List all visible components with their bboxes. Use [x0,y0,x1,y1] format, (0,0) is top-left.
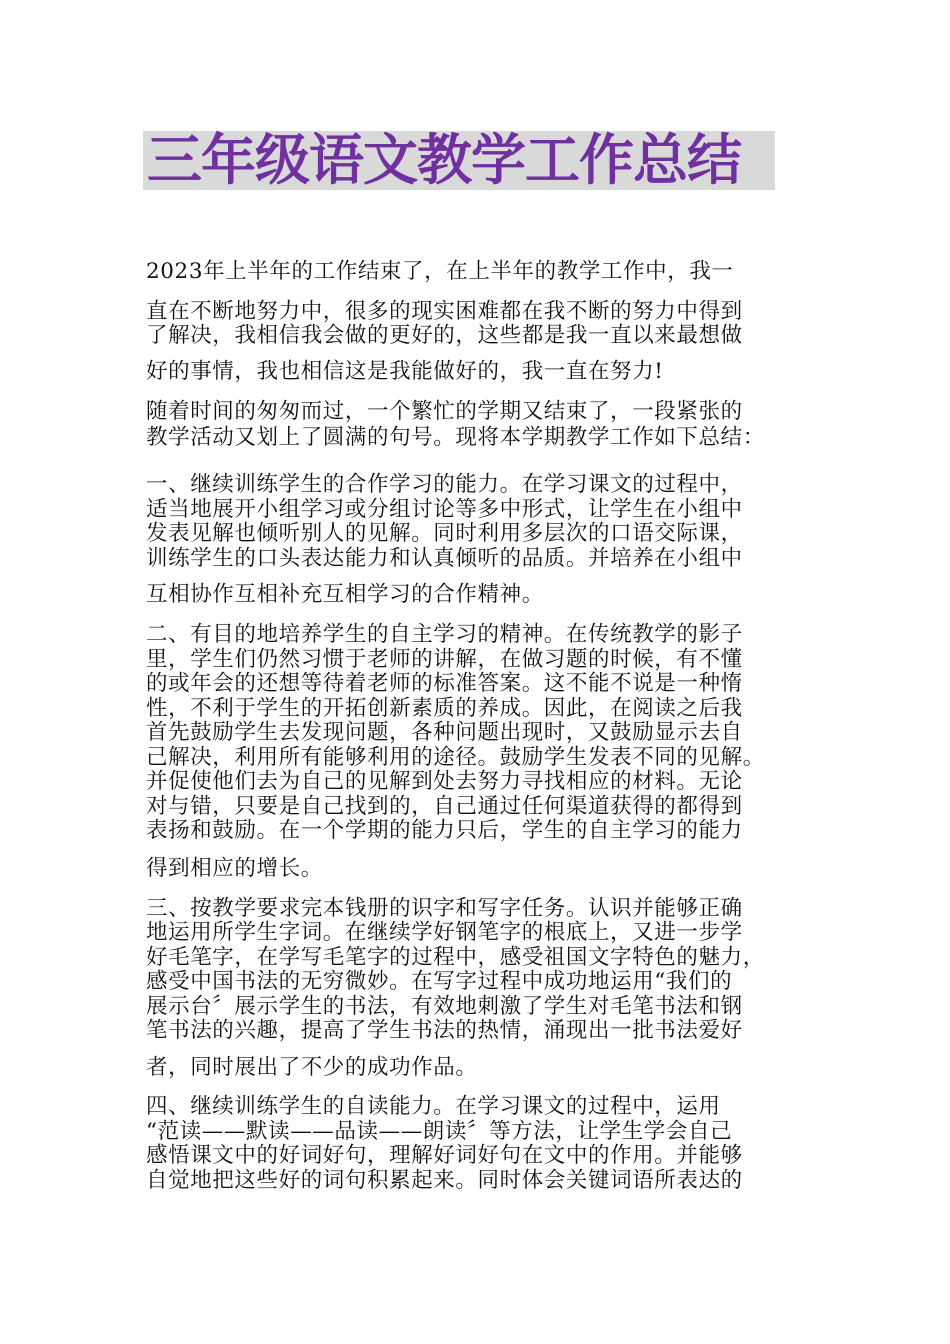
text-line: 自觉地把这些好的词句积累起来。同时体会关键词语所表达的 [146,1168,743,1193]
text-line: 首先鼓励学生去发现问题，各种问题出现时，又鼓励显示去自 [146,720,743,745]
text-line: 展示台〞展示学生的书法，有效地刺激了学生对毛笔书法和钢 [146,994,743,1019]
text-line: 训练学生的口头表达能力和认真倾听的品质。并培养在小组中 [146,546,743,571]
text-line: “范读——默读——品读——朗读〞等方法，让学生学会自己 [146,1119,733,1144]
text-line: 一、继续训练学生的合作学习的能力。在学习课文的过程中， [146,472,743,497]
text-line: 地运用所学生字词。在继续学好钢笔字的根底上，又进一步学 [146,920,743,945]
text-line: 性，不利于学生的开拓创新素质的养成。因此，在阅读之后我 [146,696,743,721]
text-line: 随着时间的匆匆而过，一个繁忙的学期又结束了，一段紧张的 [146,399,743,424]
text-line: 感受中国书法的无穷微妙。在写字过程中成功地运用“我们的 [146,969,733,994]
text-line: 二、有目的地培养学生的自主学习的精神。在传统教学的影子 [146,622,743,647]
text-line: 感悟课文中的好词好句，理解好词好句在文中的作用。并能够 [146,1143,743,1168]
text-line: 好毛笔字，在学写毛笔字的过程中，感受祖国文字特色的魅力， [146,945,765,970]
text-line: 得到相应的增长。 [146,856,323,881]
text-line: 笔书法的兴趣，提高了学生书法的热情，涌现出一批书法爱好 [146,1018,743,1043]
text-line: 并促使他们去为自己的见解到处去努力寻找相应的材料。无论 [146,769,743,794]
text-line: 2023年上半年的工作结束了，在上半年的教学工作中，我一 [146,259,734,284]
text-line: 互相协作互相补充互相学习的合作精神。 [146,582,544,607]
document-title: 三年级语文教学工作总结 [147,128,742,192]
text-line: 适当地展开小组学习或分组讨论等多中形式，让学生在小组中 [146,497,743,522]
text-line: 者，同时展出了不少的成功作品。 [146,1055,478,1080]
text-line: 三、按教学要求完本钱册的识字和写字任务。认识并能够正确 [146,896,743,921]
text-line: 表扬和鼓励。在一个学期的能力只后，学生的自主学习的能力 [146,818,743,843]
text-line: 了解决，我相信我会做的更好的，这些都是我一直以来最想做 [146,323,743,348]
text-line: 己解决，利用所有能够利用的途径。鼓励学生发表不同的见解。 [146,745,765,770]
text-line: 里，学生们仍然习惯于老师的讲解，在做习题的时候，有不懂 [146,647,743,672]
text-line: 好的事情，我也相信这是我能做好的，我一直在努力! [146,359,664,384]
text-line: 直在不断地努力中，很多的现实困难都在我不断的努力中得到 [146,299,743,324]
text-line: 教学活动又划上了圆满的句号。现将本学期教学工作如下总结： [146,425,765,450]
text-line: 对与错，只要是自己找到的，自己通过任何渠道获得的都得到 [146,794,743,819]
text-line: 发表见解也倾听别人的见解。同时利用多层次的口语交际课， [146,521,743,546]
text-line: 的或年会的还想等待着老师的标准答案。这不能不说是一种惰 [146,671,743,696]
text-line: 四、继续训练学生的自读能力。在学习课文的过程中，运用 [146,1094,721,1119]
title-highlight [143,128,775,192]
